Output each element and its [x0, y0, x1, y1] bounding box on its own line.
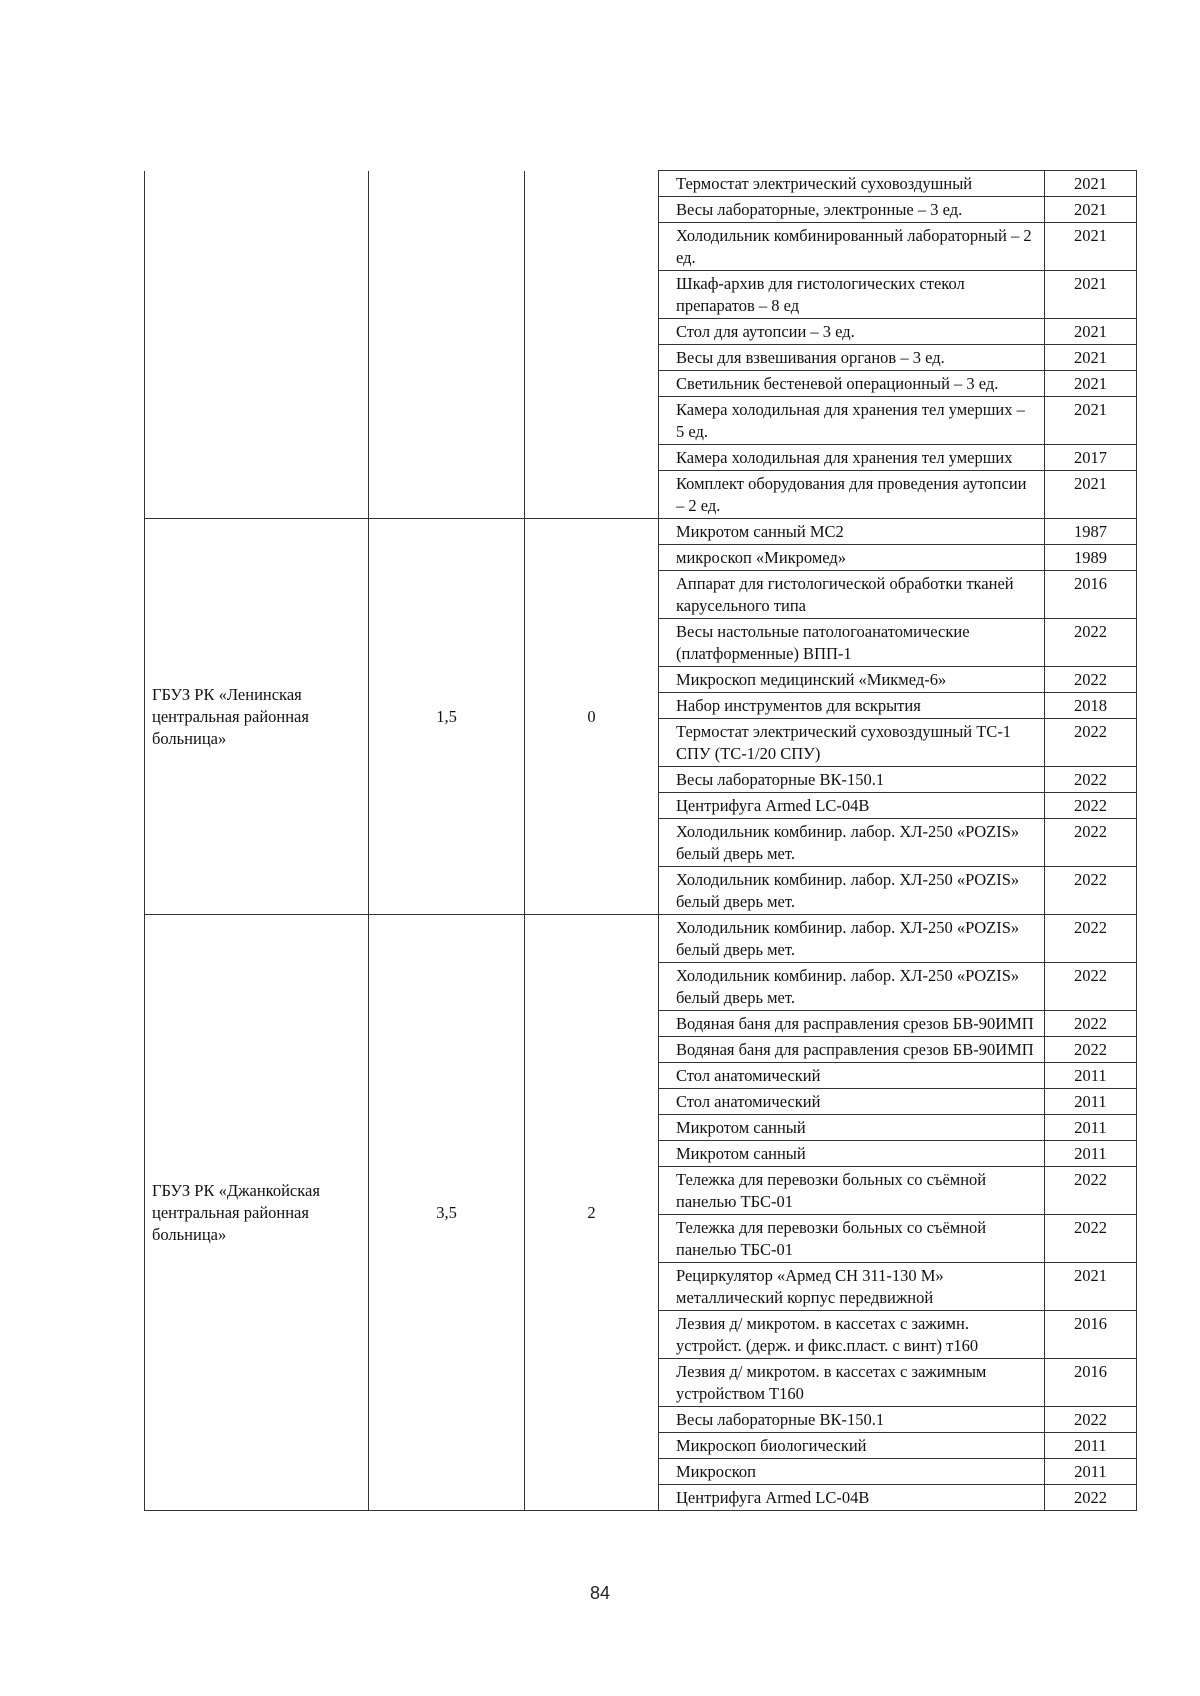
equipment-name-cell: Весы лабораторные ВК-150.1: [659, 767, 1045, 793]
equipment-year-cell: 2021: [1045, 397, 1137, 445]
equipment-name-cell: Центрифуга Armed LC-04B: [659, 1485, 1045, 1511]
equipment-name-cell: Аппарат для гистологической обработки тканей карусельного типа: [659, 571, 1045, 619]
equipment-year-cell: 2011: [1045, 1063, 1137, 1089]
table-row: [145, 915, 1137, 963]
equipment-year-cell: 2016: [1045, 571, 1137, 619]
equipment-name-cell: Камера холодильная для хранения тел умерших – 5 ед.: [659, 397, 1045, 445]
equipment-year-cell: 2021: [1045, 271, 1137, 319]
equipment-name-cell: Термостат электрический суховоздушный ТС-1 СПУ (ТС-1/20 СПУ): [659, 719, 1045, 767]
equipment-name-cell: Лезвия д/ микротом. в кассетах с зажимн. устройст. (держ. и фикс.пласт. с винт) т160: [659, 1311, 1045, 1359]
equipment-name-cell: Набор инструментов для вскрытия: [659, 693, 1045, 719]
equipment-year-cell: 2021: [1045, 197, 1137, 223]
equipment-name-cell: Микроскоп медицинский «Микмед-6»: [659, 667, 1045, 693]
equipment-name-cell: Рециркулятор «Армед СН 311-130 М» металлический корпус передвижной: [659, 1263, 1045, 1311]
equipment-name-cell: Стол анатомический: [659, 1063, 1045, 1089]
equipment-name-cell: Тележка для перевозки больных со съёмной панелью ТБС-01: [659, 1215, 1045, 1263]
table-row: [145, 519, 1137, 545]
staff-count-cell: 0: [525, 519, 659, 915]
equipment-year-cell: 2022: [1045, 719, 1137, 767]
equipment-year-cell: 2021: [1045, 345, 1137, 371]
equipment-name-cell: микроскоп «Микромед»: [659, 545, 1045, 571]
equipment-year-cell: 2022: [1045, 619, 1137, 667]
equipment-name-cell: Холодильник комбинир. лабор. ХЛ-250 «POZIS» белый дверь мет.: [659, 819, 1045, 867]
institution-name-cell: ГБУЗ РК «Джанкойская центральная районная больница»: [145, 915, 369, 1511]
equipment-name-cell: Холодильник комбинир. лабор. ХЛ-250 «POZIS» белый дверь мет.: [659, 867, 1045, 915]
equipment-year-cell: 2022: [1045, 819, 1137, 867]
equipment-name-cell: Светильник бестеневой операционный – 3 ед.: [659, 371, 1045, 397]
equipment-name-cell: Микротом санный: [659, 1141, 1045, 1167]
institution-name-cell: ГБУЗ РК «Ленинская центральная районная больница»: [145, 519, 369, 915]
equipment-name-cell: Микроскоп: [659, 1459, 1045, 1485]
equipment-year-cell: 2022: [1045, 1037, 1137, 1063]
staff-count-cell: 2: [525, 915, 659, 1511]
equipment-table-body: [145, 171, 1137, 1511]
equipment-year-cell: 1987: [1045, 519, 1137, 545]
equipment-year-cell: 2011: [1045, 1115, 1137, 1141]
equipment-name-cell: Весы для взвешивания органов – 3 ед.: [659, 345, 1045, 371]
equipment-table: [144, 170, 1137, 1511]
equipment-year-cell: 2021: [1045, 371, 1137, 397]
equipment-name-cell: Микротом санный МС2: [659, 519, 1045, 545]
equipment-name-cell: Холодильник комбинированный лабораторный – 2 ед.: [659, 223, 1045, 271]
equipment-name-cell: Микротом санный: [659, 1115, 1045, 1141]
staff-rate-cell: 3,5: [369, 915, 525, 1511]
equipment-name-cell: Термостат электрический суховоздушный: [659, 171, 1045, 197]
equipment-name-cell: Стол анатомический: [659, 1089, 1045, 1115]
staff-rate-cell: 1,5: [369, 519, 525, 915]
equipment-year-cell: 2022: [1045, 767, 1137, 793]
equipment-name-cell: Тележка для перевозки больных со съёмной панелью ТБС-01: [659, 1167, 1045, 1215]
equipment-year-cell: 2022: [1045, 915, 1137, 963]
equipment-year-cell: 2022: [1045, 667, 1137, 693]
equipment-year-cell: 2011: [1045, 1433, 1137, 1459]
equipment-year-cell: 2011: [1045, 1089, 1137, 1115]
equipment-name-cell: Стол для аутопсии – 3 ед.: [659, 319, 1045, 345]
equipment-year-cell: 2017: [1045, 445, 1137, 471]
equipment-year-cell: 2016: [1045, 1311, 1137, 1359]
equipment-year-cell: 2021: [1045, 171, 1137, 197]
equipment-name-cell: Водяная баня для расправления срезов БВ-90ИМП: [659, 1011, 1045, 1037]
equipment-year-cell: 2021: [1045, 319, 1137, 345]
equipment-year-cell: 2022: [1045, 793, 1137, 819]
equipment-year-cell: 2018: [1045, 693, 1137, 719]
equipment-name-cell: Весы лабораторные, электронные – 3 ед.: [659, 197, 1045, 223]
equipment-year-cell: 2011: [1045, 1141, 1137, 1167]
page-number: 84: [589, 1583, 611, 1603]
institution-name-cell: [145, 171, 369, 519]
equipment-name-cell: Шкаф-архив для гистологических стекол препаратов – 8 ед: [659, 271, 1045, 319]
equipment-year-cell: 1989: [1045, 545, 1137, 571]
equipment-name-cell: Весы лабораторные ВК-150.1: [659, 1407, 1045, 1433]
equipment-year-cell: 2021: [1045, 223, 1137, 271]
table-row: [145, 171, 1137, 197]
equipment-year-cell: 2022: [1045, 963, 1137, 1011]
equipment-name-cell: Микроскоп биологический: [659, 1433, 1045, 1459]
equipment-name-cell: Камера холодильная для хранения тел умерших: [659, 445, 1045, 471]
equipment-year-cell: 2022: [1045, 1167, 1137, 1215]
equipment-year-cell: 2022: [1045, 1407, 1137, 1433]
equipment-year-cell: 2022: [1045, 1485, 1137, 1511]
equipment-year-cell: 2016: [1045, 1359, 1137, 1407]
equipment-year-cell: 2021: [1045, 471, 1137, 519]
equipment-name-cell: Водяная баня для расправления срезов БВ-90ИМП: [659, 1037, 1045, 1063]
equipment-name-cell: Комплект оборудования для проведения аутопсии – 2 ед.: [659, 471, 1045, 519]
equipment-name-cell: Холодильник комбинир. лабор. ХЛ-250 «POZIS» белый дверь мет.: [659, 915, 1045, 963]
equipment-year-cell: 2022: [1045, 867, 1137, 915]
equipment-name-cell: Центрифуга Armed LC-04B: [659, 793, 1045, 819]
equipment-year-cell: 2022: [1045, 1011, 1137, 1037]
equipment-year-cell: 2022: [1045, 1215, 1137, 1263]
equipment-year-cell: 2011: [1045, 1459, 1137, 1485]
staff-rate-cell: [369, 171, 525, 519]
equipment-year-cell: 2021: [1045, 1263, 1137, 1311]
equipment-name-cell: Лезвия д/ микротом. в кассетах с зажимным устройством Т160: [659, 1359, 1045, 1407]
equipment-name-cell: Холодильник комбинир. лабор. ХЛ-250 «POZIS» белый дверь мет.: [659, 963, 1045, 1011]
staff-count-cell: [525, 171, 659, 519]
equipment-name-cell: Весы настольные патологоанатомические (платформенные) ВПП-1: [659, 619, 1045, 667]
